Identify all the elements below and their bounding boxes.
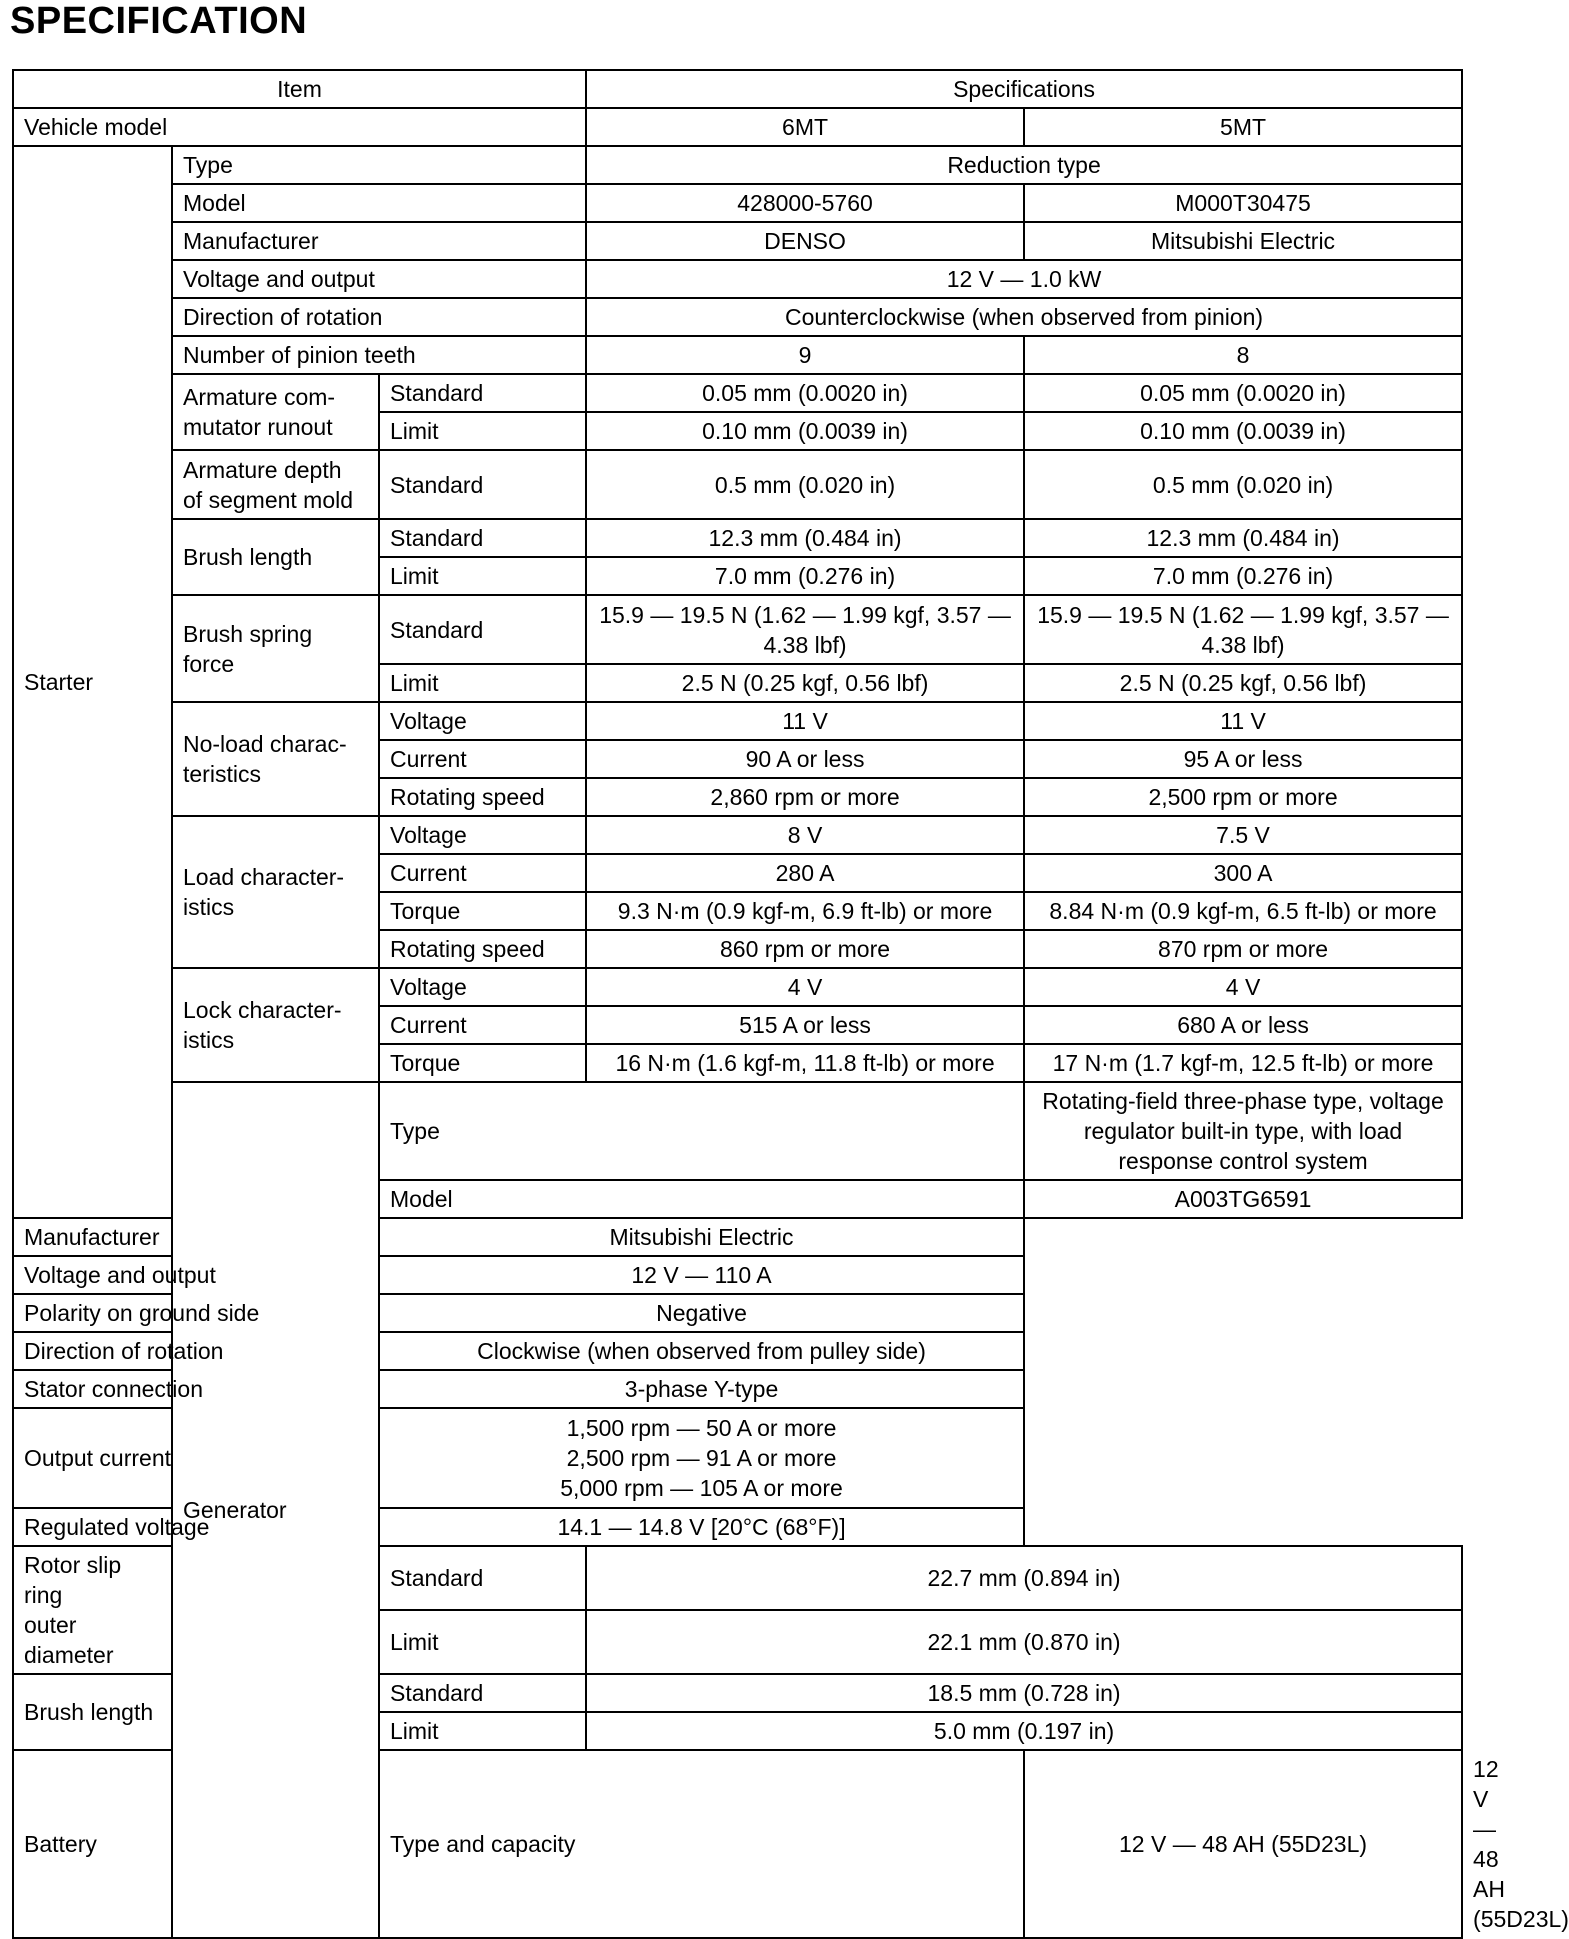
cell-value: 2.5 N (0.25 kgf, 0.56 lbf): [1024, 664, 1462, 702]
row-label: Regulated voltage: [13, 1508, 379, 1546]
table-row: [13, 146, 1462, 184]
cell-value: 12 V — 48 AH (55D23L): [1024, 1750, 1462, 1938]
table-row: [13, 595, 1462, 664]
cell-value: 428000-5760: [586, 184, 1024, 222]
cell-value: 2.5 N (0.25 kgf, 0.56 lbf): [586, 664, 1024, 702]
cell-value: 4 V: [586, 968, 1024, 1006]
cell-value: Negative: [379, 1294, 1024, 1332]
sub-label: Standard: [379, 519, 586, 557]
group-label: No-load charac- teristics: [172, 702, 379, 816]
table-row: [13, 1218, 1462, 1256]
cell-value: 870 rpm or more: [1024, 930, 1462, 968]
vehicle-model-row: [13, 108, 1462, 146]
group-label: Load character- istics: [172, 816, 379, 968]
row-label: Direction of rotation: [172, 298, 586, 336]
sub-label: Limit: [379, 412, 586, 450]
cell-value: 300 A: [1024, 854, 1462, 892]
cell-value: 8.84 N·m (0.9 kgf-m, 6.5 ft-lb) or more: [1024, 892, 1462, 930]
group-label: Lock character- istics: [172, 968, 379, 1082]
sub-label: Voltage: [379, 702, 586, 740]
cell-value: 3-phase Y-type: [379, 1370, 1024, 1408]
cell-value: 0.10 mm (0.0039 in): [1024, 412, 1462, 450]
sub-label: Standard: [379, 1546, 586, 1610]
row-label: Manufacturer: [13, 1218, 379, 1256]
cell-value: 680 A or less: [1024, 1006, 1462, 1044]
cell-value: DENSO: [586, 222, 1024, 260]
cell-value: 16 N·m (1.6 kgf-m, 11.8 ft-lb) or more: [586, 1044, 1024, 1082]
sub-label: Standard: [379, 595, 586, 664]
battery-section-label: Battery: [13, 1750, 172, 1938]
sub-label: Limit: [379, 557, 586, 595]
cell-value: 0.10 mm (0.0039 in): [586, 412, 1024, 450]
table-row: [13, 260, 1462, 298]
cell-value: 7.0 mm (0.276 in): [1024, 557, 1462, 595]
sub-label: Standard: [379, 374, 586, 412]
table-row: [13, 184, 1462, 222]
cell-value: 0.05 mm (0.0020 in): [1024, 374, 1462, 412]
cell-value: 8 V: [586, 816, 1024, 854]
table-row: [13, 968, 1462, 1006]
cell-value: 12.3 mm (0.484 in): [586, 519, 1024, 557]
row-label: Type and capacity: [379, 1750, 1024, 1938]
cell-value: 9: [586, 336, 1024, 374]
sub-label: Torque: [379, 1044, 586, 1082]
cell-value: M000T30475: [1024, 184, 1462, 222]
vehicle-model-label: Vehicle model: [13, 108, 586, 146]
cell-value: 12 V — 1.0 kW: [586, 260, 1462, 298]
row-label: Polarity on ground side: [13, 1294, 379, 1332]
output-current-line: 1,500 rpm — 50 A or more: [566, 1415, 837, 1441]
cell-value: 515 A or less: [586, 1006, 1024, 1044]
generator-section-label: Generator: [172, 1082, 379, 1938]
sub-label: Limit: [379, 664, 586, 702]
page-title: SPECIFICATION: [10, 0, 308, 42]
cell-value: 18.5 mm (0.728 in): [586, 1674, 1462, 1712]
row-label: Stator connection: [13, 1370, 379, 1408]
cell-value: 860 rpm or more: [586, 930, 1024, 968]
row-label: Output current: [13, 1408, 379, 1508]
table-row: [13, 1332, 1462, 1370]
table-row: [13, 336, 1462, 374]
output-current-line: 2,500 rpm — 91 A or more: [566, 1445, 837, 1471]
cell-value: 11 V: [1024, 702, 1462, 740]
cell-value: 0.05 mm (0.0020 in): [586, 374, 1024, 412]
cell-value: 8: [1024, 336, 1462, 374]
output-current-values: [379, 1408, 1024, 1508]
cell-value: 0.5 mm (0.020 in): [1024, 450, 1462, 519]
row-label: Voltage and output: [172, 260, 586, 298]
row-label: Voltage and output: [13, 1256, 379, 1294]
cell-value: 2,860 rpm or more: [586, 778, 1024, 816]
row-label: Type: [379, 1082, 1024, 1180]
table-row: Battery Type and capacity 12 V — 48 AH (55D23L) 12 V — 48 AH (55D23L): [13, 1750, 1462, 1938]
sub-label: Standard: [379, 450, 586, 519]
cell-value: 280 A: [586, 854, 1024, 892]
group-label: Armature depth of segment mold: [172, 450, 379, 519]
table-row: [13, 816, 1462, 854]
cell-value: Mitsubishi Electric: [379, 1218, 1024, 1256]
cell-value: 95 A or less: [1024, 740, 1462, 778]
vehicle-model-6mt: 6MT: [586, 108, 1024, 146]
cell-value: 15.9 — 19.5 N (1.62 — 1.99 kgf, 3.57 — 4.38 lbf): [586, 595, 1024, 664]
sub-label: Limit: [379, 1712, 586, 1750]
sub-label: Standard: [379, 1674, 586, 1712]
specification-table: [12, 69, 1569, 1939]
sub-label: Current: [379, 854, 586, 892]
sub-label: Torque: [379, 892, 586, 930]
cell-value: 12.3 mm (0.484 in): [1024, 519, 1462, 557]
cell-value: 22.7 mm (0.894 in): [586, 1546, 1462, 1610]
cell-value: 7.0 mm (0.276 in): [586, 557, 1024, 595]
sub-label: Current: [379, 1006, 586, 1044]
sub-label: Limit: [379, 1610, 586, 1674]
row-label: Direction of rotation: [13, 1332, 379, 1370]
cell-value: 15.9 — 19.5 N (1.62 — 1.99 kgf, 3.57 — 4.38 lbf): [1024, 595, 1462, 664]
row-label: Number of pinion teeth: [172, 336, 586, 374]
cell-value: 90 A or less: [586, 740, 1024, 778]
table-row: [13, 1294, 1462, 1332]
row-label: Manufacturer: [172, 222, 586, 260]
cell-value: 11 V: [586, 702, 1024, 740]
group-label: Brush spring force: [172, 595, 379, 702]
cell-value: 4 V: [1024, 968, 1462, 1006]
cell-value: 22.1 mm (0.870 in): [586, 1610, 1462, 1674]
table-row: [13, 702, 1462, 740]
cell-value: 12 V — 110 A: [379, 1256, 1024, 1294]
header-specifications: Specifications: [586, 70, 1462, 108]
row-label: Model: [172, 184, 586, 222]
table-row: [13, 298, 1462, 336]
sub-label: Voltage: [379, 816, 586, 854]
cell-value: A003TG6591: [1024, 1180, 1462, 1218]
row-label: Model: [379, 1180, 1024, 1218]
group-label: Brush length: [172, 519, 379, 595]
cell-value: 2,500 rpm or more: [1024, 778, 1462, 816]
cell-value: 17 N·m (1.7 kgf-m, 12.5 ft-lb) or more: [1024, 1044, 1462, 1082]
table-row: [13, 1408, 1462, 1508]
group-label: Armature com- mutator runout: [172, 374, 379, 450]
cell-value: Rotating-field three-phase type, voltage regulator built-in type, with load response control system: [1024, 1082, 1462, 1180]
sub-label: Rotating speed: [379, 778, 586, 816]
table-row: [13, 1082, 1462, 1180]
cell-value: Mitsubishi Electric: [1024, 222, 1462, 260]
cell-value: Reduction type: [586, 146, 1462, 184]
cell-value: 5.0 mm (0.197 in): [586, 1712, 1462, 1750]
table-row: [13, 1370, 1462, 1408]
header-row: [13, 70, 1462, 108]
cell-value: Counterclockwise (when observed from pinion): [586, 298, 1462, 336]
group-label: Brush length: [13, 1674, 172, 1750]
table-row: [13, 222, 1462, 260]
sub-label: Current: [379, 740, 586, 778]
cell-value: 14.1 — 14.8 V [20°C (68°F)]: [379, 1508, 1024, 1546]
table-row: [13, 519, 1462, 557]
cell-value: 9.3 N·m (0.9 kgf-m, 6.9 ft-lb) or more: [586, 892, 1024, 930]
group-label: Rotor slip ring outer diameter: [13, 1546, 172, 1674]
sub-label: Rotating speed: [379, 930, 586, 968]
table-row: [13, 1256, 1462, 1294]
vehicle-model-5mt: 5MT: [1024, 108, 1462, 146]
starter-section-label: Starter: [13, 146, 172, 1218]
cell-value: Clockwise (when observed from pulley side): [379, 1332, 1024, 1370]
header-item: Item: [13, 70, 586, 108]
table-row: [13, 450, 1462, 519]
cell-value: 0.5 mm (0.020 in): [586, 450, 1024, 519]
output-current-line: 5,000 rpm — 105 A or more: [560, 1475, 843, 1501]
cell-value: 7.5 V: [1024, 816, 1462, 854]
sub-label: Voltage: [379, 968, 586, 1006]
row-label: Type: [172, 146, 586, 184]
table-row: [13, 374, 1462, 412]
